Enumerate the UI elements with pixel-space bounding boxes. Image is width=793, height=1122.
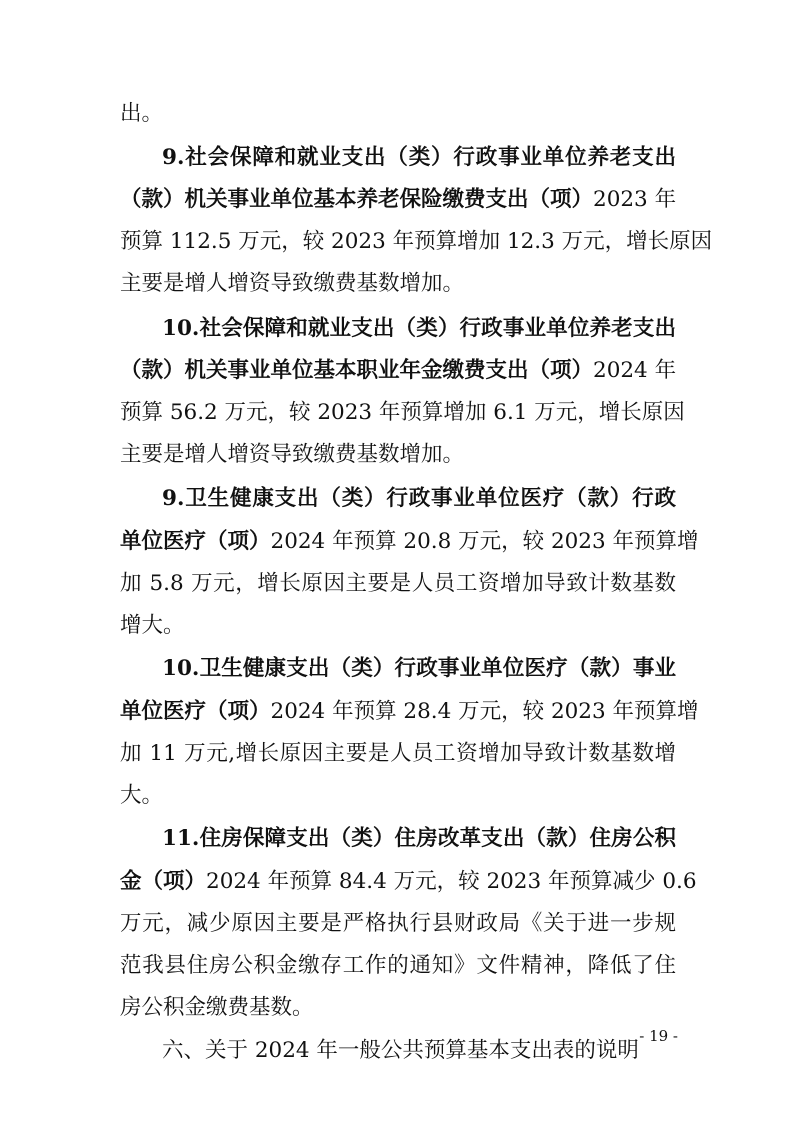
text-line: 房公积金缴费基数。 <box>120 995 314 1020</box>
text-line: 10.社会保障和就业支出（类）行政事业单位养老支出 <box>162 316 676 341</box>
bold-heading-fragment: （款）机关事业单位基本养老保险缴费支出（项） <box>120 187 594 212</box>
text-line <box>120 182 676 218</box>
text-line: 主要是增人增资导致缴费基数增加。 <box>120 271 465 296</box>
text-line: 增大。 <box>120 613 185 638</box>
text-line: 10.卫生健康支出（类）行政事业单位医疗（款）事业 <box>162 656 676 681</box>
text-line: 11.住房保障支出（类）住房改革支出（款）住房公积 <box>162 826 676 851</box>
line-rest: 2024 年 <box>593 358 677 383</box>
text-line: 主要是增人增资导致缴费基数增加。 <box>120 442 465 467</box>
line-rest: 2024 年预算 28.4 万元，较 2023 年预算增 <box>270 699 699 724</box>
text-line <box>120 524 699 560</box>
text-line <box>120 353 676 389</box>
text-line: 万元，减少原因主要是严格执行县财政局《关于进一步规 <box>120 911 676 936</box>
text-line: 范我县住房公积金缴存工作的通知》文件精神，降低了住 <box>120 953 676 978</box>
bold-heading-fragment: 单位医疗（项） <box>120 529 271 554</box>
text-line: 预算 112.5 万元，较 2023 年预算增加 12.3 万元，增长原因 <box>120 229 713 254</box>
text-line: 9.卫生健康支出（类）行政事业单位医疗（款）行政 <box>162 486 676 511</box>
text-line: 加 11 万元,增长原因主要是人员工资增加导致计数基数增 <box>120 741 676 766</box>
line-rest: 2024 年预算 20.8 万元，较 2023 年预算增 <box>270 529 699 554</box>
page-number: - 19 - <box>639 1027 678 1045</box>
bold-heading-fragment: （款）机关事业单位基本职业年金缴费支出（项） <box>120 358 594 383</box>
text-line <box>120 694 699 730</box>
section-heading: 六、关于 2024 年一般公共预算基本支出表的说明 <box>162 1038 639 1063</box>
bold-heading-fragment: 金（项） <box>120 869 207 894</box>
text-line: 出。 <box>120 101 164 126</box>
text-line: 9.社会保障和就业支出（类）行政事业单位养老支出 <box>162 145 676 170</box>
text-line: 预算 56.2 万元，较 2023 年预算增加 6.1 万元，增长原因 <box>120 400 685 425</box>
bold-heading-fragment: 单位医疗（项） <box>120 699 271 724</box>
line-rest: 2024 年预算 84.4 万元，较 2023 年预算减少 0.6 <box>206 869 697 894</box>
text-line <box>120 864 697 900</box>
text-line: 大。 <box>120 783 164 808</box>
line-rest: 2023 年 <box>593 187 677 212</box>
text-line: 加 5.8 万元，增长原因主要是人员工资增加导致计数基数 <box>120 571 676 596</box>
